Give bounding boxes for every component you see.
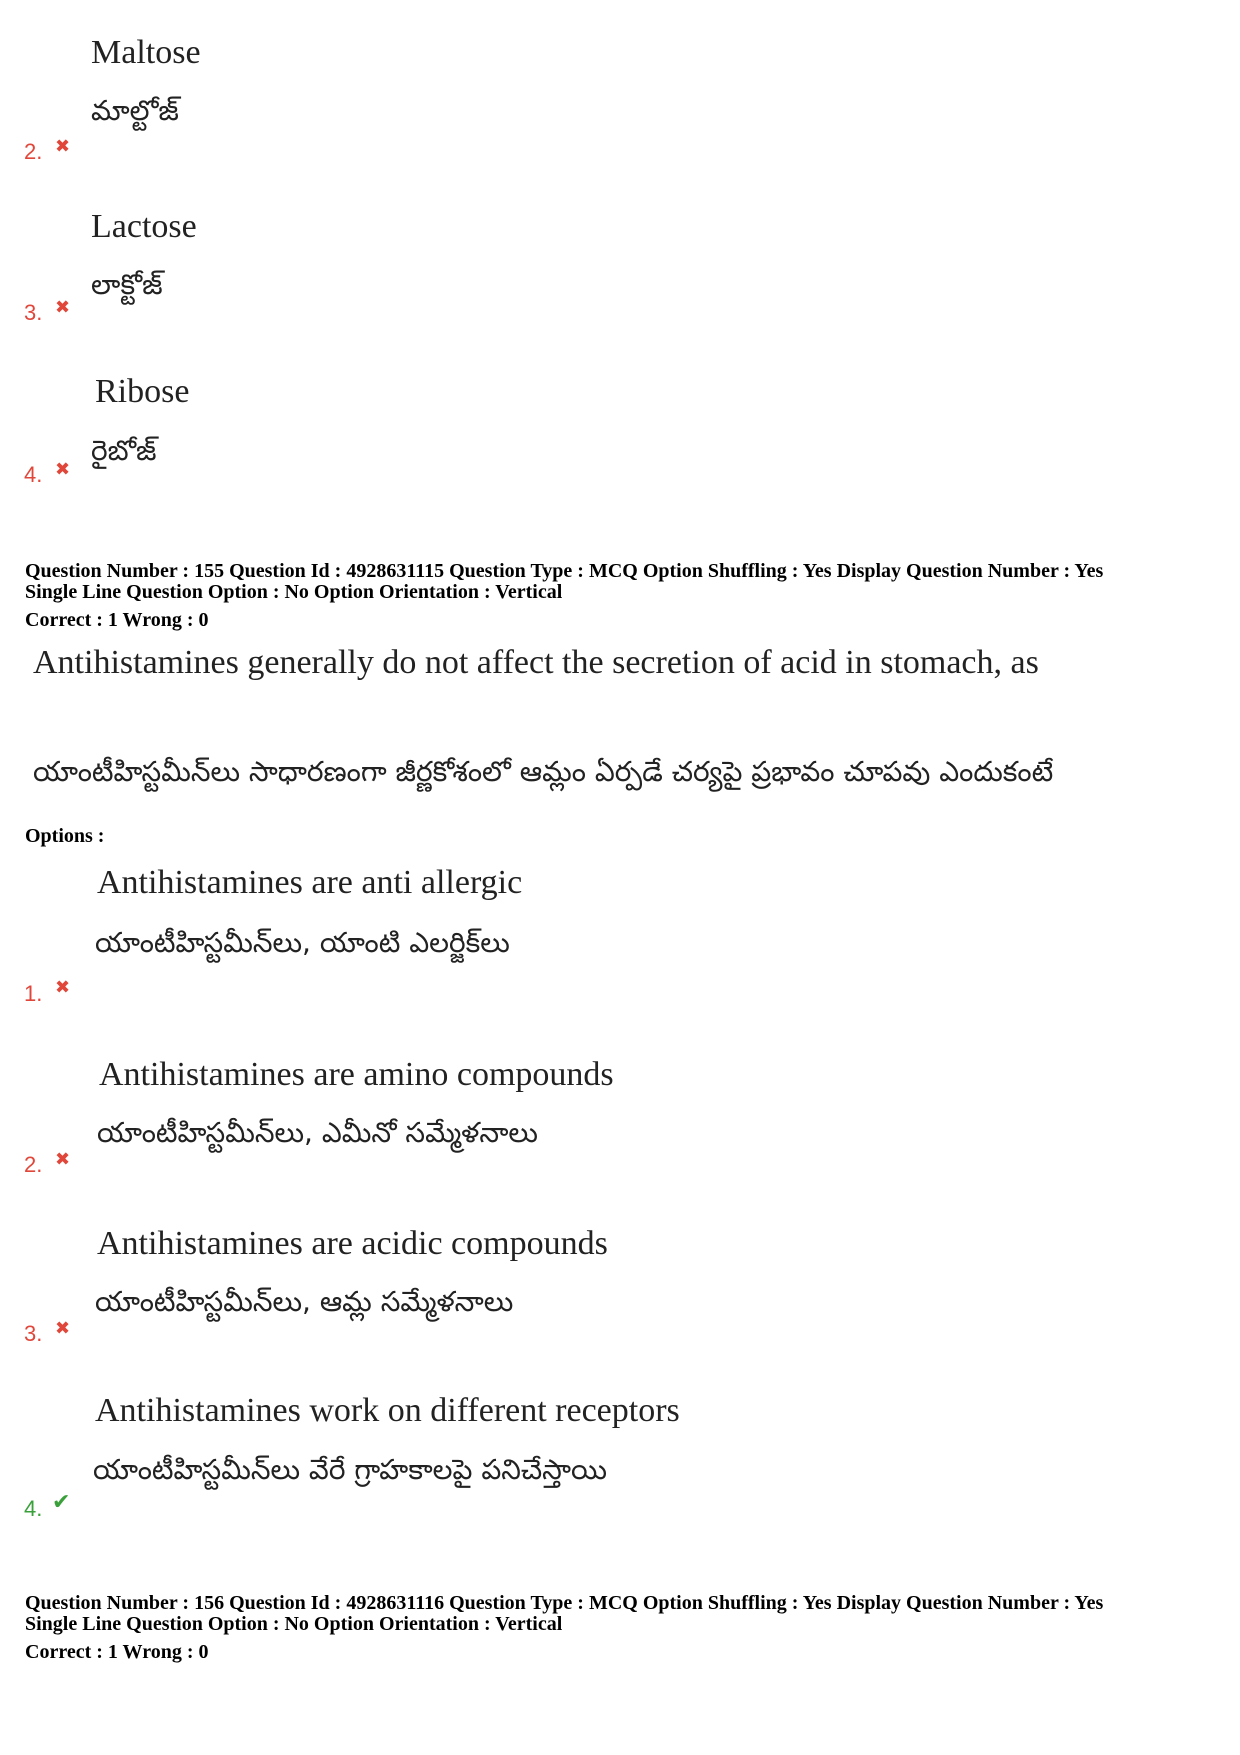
option-telugu: యాంటీహిస్టమీన్‌లు, ఎమీనో సమ్మేళనాలు [97,1116,538,1149]
cross-mark-icon: ✖ [55,1149,71,1170]
cross-mark-icon: ✖ [55,297,71,318]
question-meta-line2: Single Line Question Option : No Option Orientation : Vertical [25,581,563,603]
options-label: Options : [25,825,105,847]
option-number: 3. [24,1321,43,1346]
option-number: 3. [24,300,43,325]
question-meta-line2: Single Line Question Option : No Option Orientation : Vertical [25,1613,563,1635]
question-marks: Correct : 1 Wrong : 0 [25,1641,209,1663]
option-telugu: లాక్టోజ్ [91,268,163,301]
question-marks: Correct : 1 Wrong : 0 [25,609,209,631]
cross-mark-icon: ✖ [55,1318,71,1339]
question-text-english: Antihistamines generally do not affect the secretion of acid in stomach, as [33,644,1039,681]
option-number: 1. [24,981,43,1006]
option-number: 2. [24,139,43,164]
question-meta-line1: Question Number : 155 Question Id : 4928631115 Question Type : MCQ Option Shuffling : Yes Display Question Number : Yes [25,560,1104,582]
question-text-telugu: యాంటీహిస్టమీన్‌లు సాధారణంగా జీర్ణకోశంలో ఆమ్లం ఏర్పడే చర్యపై ప్రభావం చూపవు ఎందుకంటే [33,755,1054,788]
option-telugu: యాంటీహిస్టమీన్‌లు, యాంటి ఎలర్జిక్‌లు [95,926,510,959]
option-number: 4. [24,462,43,487]
option-telugu: రైబోజ్ [91,434,157,467]
option-english: Antihistamines work on different receptors [95,1392,680,1429]
option-english: Antihistamines are anti allergic [97,864,523,901]
option-number: 2. [24,1152,43,1177]
question-meta-line1: Question Number : 156 Question Id : 4928631116 Question Type : MCQ Option Shuffling : Yes Display Question Number : Yes [25,1592,1104,1614]
option-english: Lactose [91,208,197,245]
option-number: 4. [24,1496,43,1521]
option-telugu: మాల్టోజ్ [91,94,179,127]
cross-mark-icon: ✖ [55,977,71,998]
option-english: Ribose [95,373,190,410]
option-telugu: యాంటీహిస్టమీన్‌లు, ఆమ్ల సమ్మేళనాలు [95,1285,514,1318]
option-english: Maltose [91,34,201,71]
cross-mark-icon: ✖ [55,136,71,157]
option-telugu: యాంటీహిస్టమీన్‌లు వేరే గ్రాహకాలపై పనిచేస్తాయి [93,1453,608,1486]
check-mark-icon: ✔ [52,1490,71,1515]
option-english: Antihistamines are acidic compounds [97,1225,608,1262]
cross-mark-icon: ✖ [55,459,71,480]
option-english: Antihistamines are amino compounds [99,1056,614,1093]
